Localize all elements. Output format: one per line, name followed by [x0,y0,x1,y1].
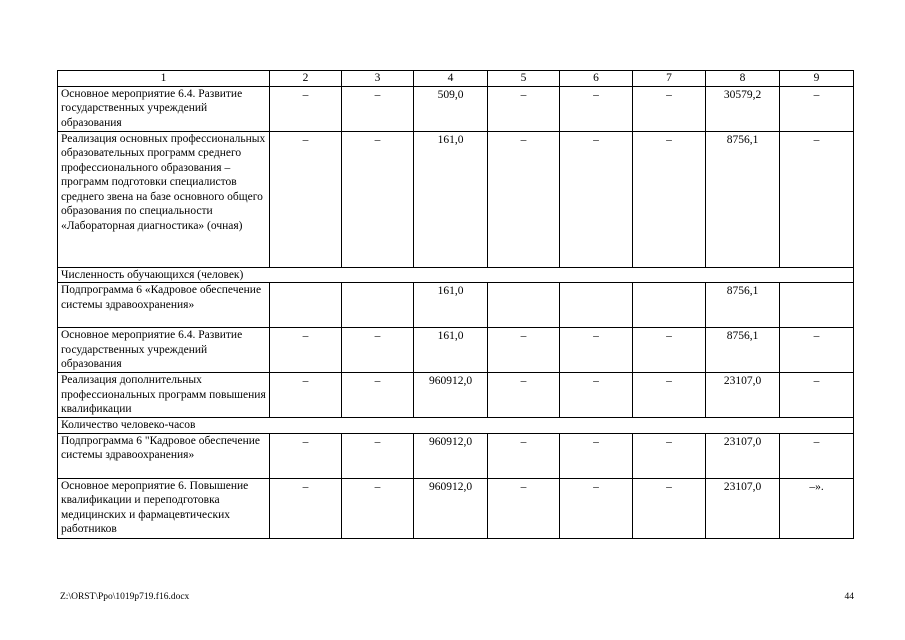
data-table [57,70,854,539]
table-row [58,283,854,328]
column-header: 1 [58,71,270,87]
value-cell: – [633,373,706,418]
value-cell [270,283,342,328]
row-name-cell: Основное мероприятие 6.4. Развитие государственных учреждений образования [58,86,270,131]
file-path: Z:\ORST\Ppo\1019p719.f16.docx [60,592,190,602]
table-row [58,131,854,267]
value-cell: 8756,1 [706,328,780,373]
section-label: Количество человеко-часов [58,418,854,434]
column-header: 2 [270,71,342,87]
value-cell: –». [780,478,854,538]
value-cell: – [488,131,560,267]
value-cell: – [270,131,342,267]
value-cell: 960912,0 [414,478,488,538]
value-cell: – [270,478,342,538]
row-name-cell: Реализация дополнительных профессиональных программ повышения квалификации [58,373,270,418]
value-cell [633,283,706,328]
value-cell: 30579,2 [706,86,780,131]
value-cell: – [780,433,854,478]
value-cell: – [342,433,414,478]
value-cell: – [560,328,633,373]
value-cell: – [342,328,414,373]
section-label: Численность обучающихся (человек) [58,267,854,283]
value-cell: – [488,373,560,418]
value-cell: – [633,86,706,131]
value-cell: – [633,131,706,267]
value-cell: – [633,433,706,478]
section-row [58,267,854,283]
value-cell: – [633,328,706,373]
value-cell: – [270,328,342,373]
column-header: 5 [488,71,560,87]
table-row [58,328,854,373]
value-cell: – [560,373,633,418]
value-cell: 23107,0 [706,478,780,538]
value-cell: – [342,131,414,267]
value-cell: – [342,373,414,418]
value-cell: – [780,131,854,267]
value-cell: – [270,373,342,418]
table-body [58,71,854,539]
value-cell: 161,0 [414,328,488,373]
column-header: 9 [780,71,854,87]
value-cell [488,283,560,328]
row-name-cell: Реализация основных профессиональных образовательных программ среднего профессионального образования – программ подготовки специалистов среднего звена на базе основного общего образования по специальности «Лабораторная диагностика» (очная) [58,131,270,267]
column-header: 7 [633,71,706,87]
column-header: 6 [560,71,633,87]
value-cell: 161,0 [414,131,488,267]
row-name-cell: Подпрограмма 6 "Кадровое обеспечение системы здравоохранения» [58,433,270,478]
value-cell: – [780,86,854,131]
value-cell: – [488,86,560,131]
value-cell: 23107,0 [706,433,780,478]
table-row [58,478,854,538]
value-cell [780,283,854,328]
column-header: 8 [706,71,780,87]
row-name-cell: Основное мероприятие 6.4. Развитие государственных учреждений образования [58,328,270,373]
value-cell: 8756,1 [706,131,780,267]
value-cell: 960912,0 [414,373,488,418]
value-cell: – [270,433,342,478]
page-number: 44 [844,592,854,602]
value-cell [560,283,633,328]
section-row [58,418,854,434]
header-row [58,71,854,87]
value-cell: – [560,478,633,538]
value-cell: – [560,131,633,267]
value-cell: – [560,86,633,131]
value-cell: – [488,433,560,478]
value-cell: 8756,1 [706,283,780,328]
value-cell: – [488,478,560,538]
value-cell: – [270,86,342,131]
value-cell: – [342,86,414,131]
table-row [58,373,854,418]
value-cell: 23107,0 [706,373,780,418]
value-cell [342,283,414,328]
value-cell: 161,0 [414,283,488,328]
value-cell: – [780,328,854,373]
value-cell: – [780,373,854,418]
column-header: 4 [414,71,488,87]
value-cell: – [560,433,633,478]
value-cell: – [342,478,414,538]
column-header: 3 [342,71,414,87]
row-name-cell: Подпрограмма 6 «Кадровое обеспечение системы здравоохранения» [58,283,270,328]
value-cell: – [488,328,560,373]
table-row [58,433,854,478]
value-cell: – [633,478,706,538]
value-cell: 960912,0 [414,433,488,478]
table-row [58,86,854,131]
row-name-cell: Основное мероприятие 6. Повышение квалификации и переподготовка медицинских и фармацевтических работников [58,478,270,538]
value-cell: 509,0 [414,86,488,131]
